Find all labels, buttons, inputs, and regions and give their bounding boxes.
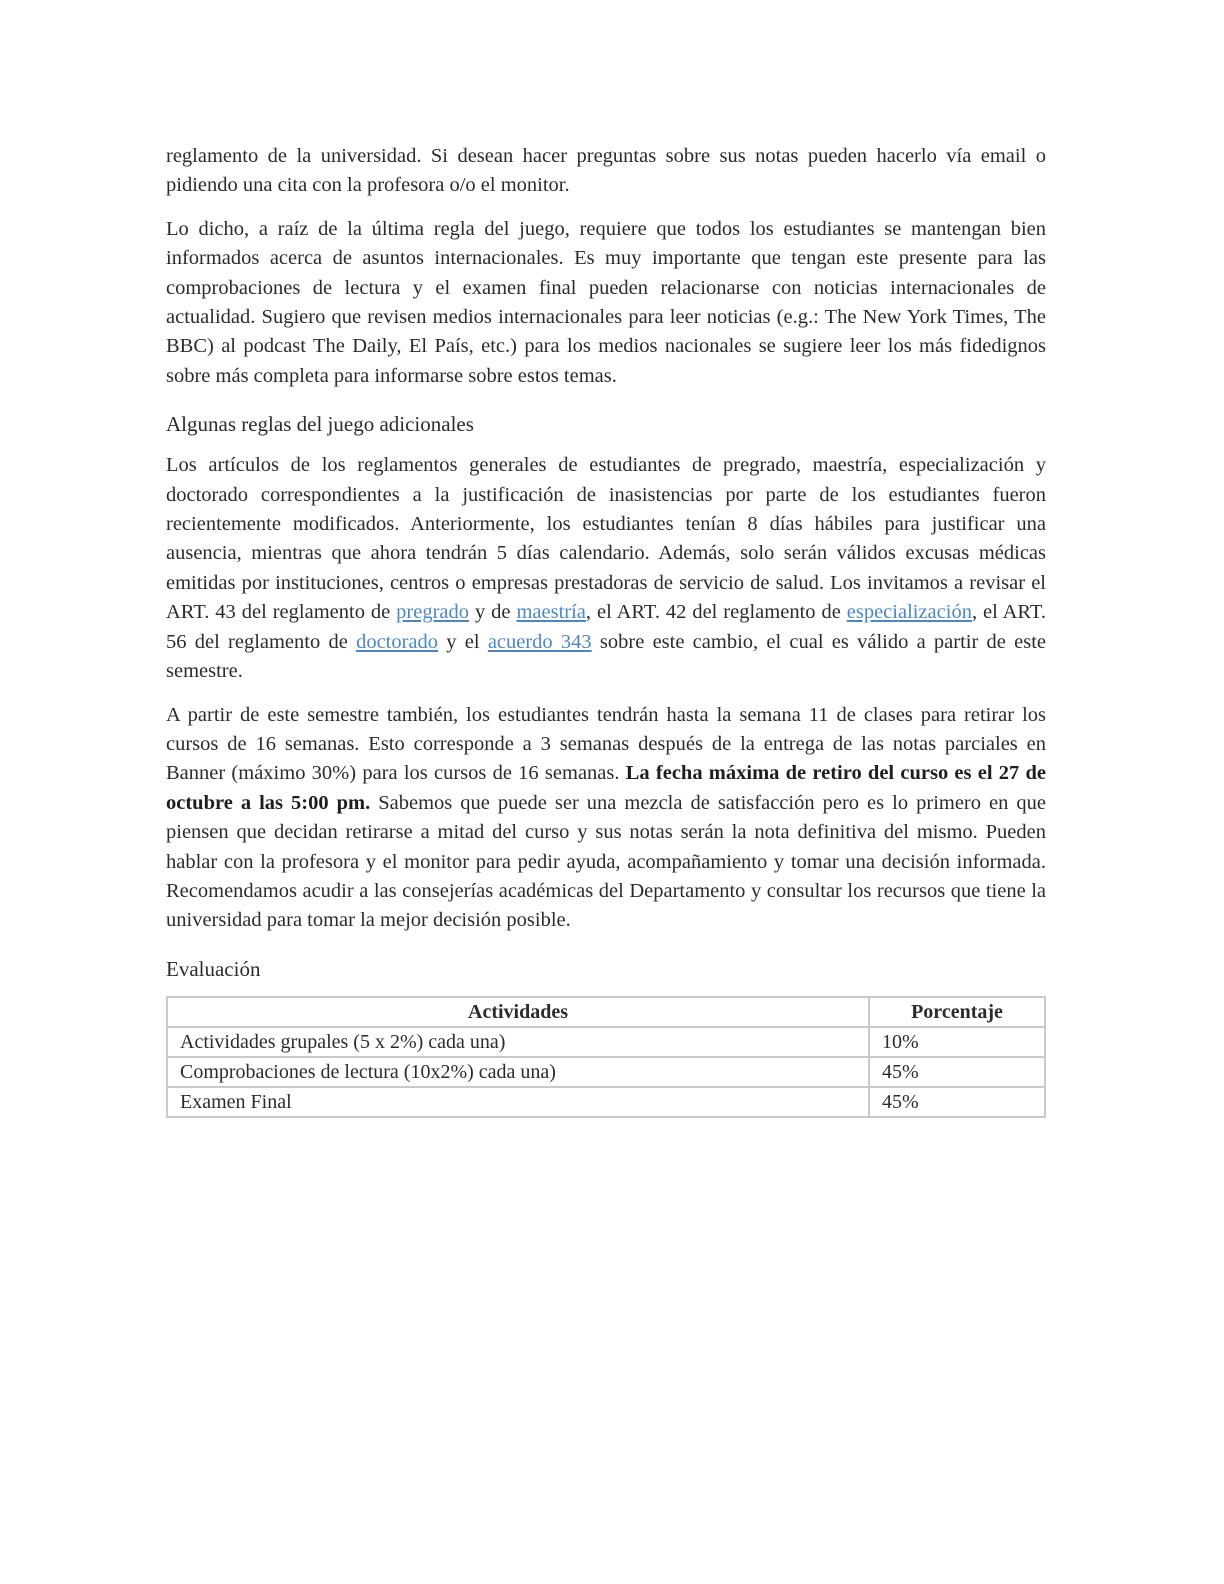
header-percentage: Porcentaje (869, 997, 1045, 1027)
rules2-text-b: Sabemos que puede ser una mezcla de satisfacción pero es lo primero en que piensen que decidan retirarse a mitad del curso y sus notas serán la nota definitiva del mismo. Pueden hablar con la profesora y el monitor para pedir ayuda, acompañamiento y tomar una decisión informada. Recomendamos acudir a las consejerías académicas del Departamento y consultar los recursos que tiene la universidad para tomar la mejor decisión posible. (166, 791, 1046, 932)
link-maestria[interactable]: maestría (516, 601, 586, 624)
table-cell-activity: Actividades grupales (5 x 2%) cada una) (167, 1027, 869, 1057)
header-activities: Actividades (167, 997, 869, 1027)
intro-paragraph-2: Lo dicho, a raíz de la última regla del juego, requiere que todos los estudiantes se mantengan bien informados acerca de asuntos internacionales. Es muy importante que tengan este presente para las comprobaciones de lectura y el examen final pueden relacionarse con noticias internacionales de actualidad. Sugiero que revisen medios internacionales para leer noticias (e.g.: The New York Times, The BBC) al podcast The Daily, El País, etc.) para los medios nacionales se sugiere leer los más fidedignos sobre más completa para informarse sobre estos temas. (166, 217, 1046, 387)
table-cell-percentage: 10% (869, 1027, 1045, 1057)
rules2-text-a: A partir de este semestre también, los estudiantes tendrán hasta la semana 11 de clases para retirar los cursos de 16 semanas. Esto corresponde a 3 semanas después de la entrega de las notas parciales en Banner (máximo 30%) para los cursos de 16 semanas. (166, 703, 1046, 785)
link-pregrado[interactable]: pregrado (396, 601, 470, 624)
rules-paragraph-2 (166, 701, 1046, 936)
rules-paragraph-1 (166, 451, 1046, 686)
table-cell-activity: Examen Final (167, 1087, 869, 1117)
link-doctorado[interactable]: doctorado (356, 630, 439, 653)
withdrawal-deadline: La fecha máxima de retiro del curso es el 27 de octubre a las 5:00 pm. (166, 762, 1046, 814)
rules-text-f: sobre este cambio, el cual es válido a partir de este semestre. (166, 630, 1047, 683)
link-acuerdo[interactable]: acuerdo 343 (487, 630, 592, 653)
table-header-row (167, 997, 1045, 1027)
rules-text-c: , el ART. 42 del reglamento de (585, 601, 847, 624)
rules-text-b: y de (469, 601, 517, 624)
table-row (167, 1027, 1045, 1057)
section-heading-rules: Algunas reglas del juego adicionales (166, 412, 474, 437)
table-cell-percentage: 45% (869, 1057, 1045, 1087)
table-row (167, 1087, 1045, 1117)
rules-text-d: , el ART. 56 del reglamento de (166, 601, 1046, 653)
rules-text-a: Los artículos de los reglamentos generales de estudiantes de pregrado, maestría, especialización y doctorado correspondientes a la justificación de inasistencias por parte de los estudiantes fueron recientemente modificados. Anteriormente, los estudiantes tenían 8 días hábiles para justificar una ausencia, mientras que ahora tendrán 5 días calendario. Además, solo serán válidos excusas médicas emitidas por instituciones, centros o empresas prestadoras de servicio de salud. Los invitamos a revisar el ART. 43 del reglamento de (166, 454, 1046, 624)
table-row (167, 1057, 1045, 1087)
intro-paragraph-1: reglamento de la universidad. Si desean hacer preguntas sobre sus notas pueden hacerlo vía email o pidiendo una cita con la profesora o/o el monitor. (166, 145, 1046, 197)
evaluation-table (166, 996, 1046, 1118)
rules-text-e: y el (438, 630, 488, 653)
table-cell-activity: Comprobaciones de lectura (10x2%) cada una) (167, 1057, 869, 1087)
document-page (166, 142, 1046, 1118)
table-cell-percentage: 45% (869, 1087, 1045, 1117)
section-heading-evaluation: Evaluación (166, 956, 261, 981)
link-especializacion[interactable]: especialización (846, 601, 972, 624)
